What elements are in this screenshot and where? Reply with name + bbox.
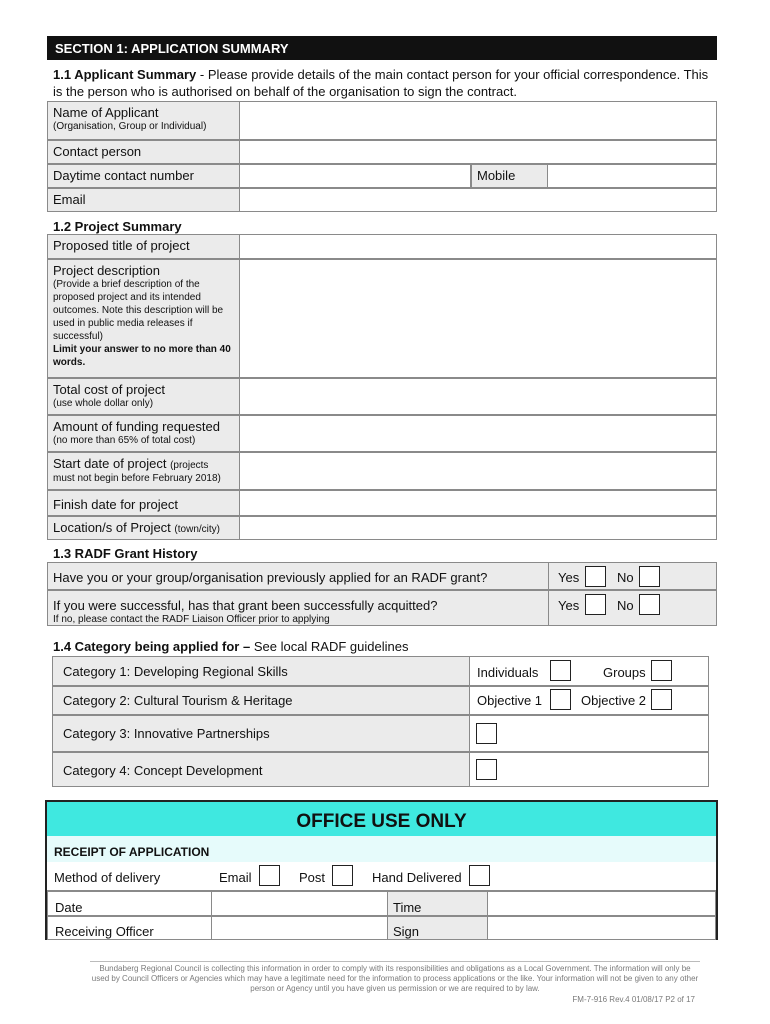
contact-input[interactable] bbox=[239, 140, 717, 164]
project-title-input[interactable] bbox=[239, 234, 717, 259]
delivery-row bbox=[47, 862, 716, 891]
finish-label: Finish date for project bbox=[47, 490, 240, 516]
groups-label: Groups bbox=[603, 665, 646, 680]
mobile-input[interactable] bbox=[547, 164, 717, 188]
delivery-post-label: Post bbox=[299, 870, 326, 885]
office-use-title: OFFICE USE ONLY bbox=[47, 802, 716, 836]
finish-input[interactable] bbox=[239, 490, 717, 516]
applicant-intro-text: - Please provide details of the main contact person for your official correspondence. This is the person who is authorised on behalf of the organisation to sign the contract. bbox=[53, 67, 709, 99]
q1-no-checkbox[interactable] bbox=[639, 566, 660, 587]
delivery-hand-checkbox[interactable] bbox=[469, 865, 490, 886]
category-4-checkbox[interactable] bbox=[476, 759, 497, 780]
name-sublabel: (Organisation, Group or Individual) bbox=[53, 121, 207, 132]
delivery-hand-label: Hand Delivered bbox=[372, 870, 462, 885]
receipt-heading: RECEIPT OF APPLICATION bbox=[47, 836, 716, 862]
project-title-label: Proposed title of project bbox=[47, 234, 240, 259]
objective-2-label: Objective 2 bbox=[581, 693, 647, 708]
funding-label: Amount of funding requested bbox=[53, 419, 220, 434]
officer-label: Receiving Officer bbox=[47, 916, 212, 940]
location-label: Location/s of Project bbox=[53, 520, 171, 535]
start-label: Start date of project bbox=[53, 456, 167, 471]
section-title: SECTION 1: APPLICATION SUMMARY bbox=[47, 36, 717, 60]
category-4-label: Category 4: Concept Development bbox=[52, 752, 470, 787]
history-q1-answer-cell bbox=[548, 562, 717, 590]
project-desc-note: (Provide a brief description of the proposed project and its intended outcomes. Note this description will be used in public media releases if successful) bbox=[53, 279, 224, 342]
form-id: FM-7-916 Rev.4 01/08/17 P2 of 17 bbox=[572, 995, 695, 1004]
history-heading: 1.3 RADF Grant History bbox=[53, 546, 198, 561]
footer-disclaimer: Bundaberg Regional Council is collecting this information in order to comply with its responsibilities and obligations as a Local Government. The information will only be used by Council Officers or Agencies which may have a legitimate need for the information to process applications or the like. Your information will not be given to any other person or Agency until you have given us permission or we are required to by law. bbox=[91, 964, 699, 993]
name-label: Name of Applicant bbox=[53, 105, 159, 120]
individuals-checkbox[interactable] bbox=[550, 660, 571, 681]
groups-checkbox[interactable] bbox=[651, 660, 672, 681]
project-desc-input[interactable] bbox=[239, 259, 717, 378]
individuals-label: Individuals bbox=[477, 665, 539, 680]
objective-1-label: Objective 1 bbox=[477, 693, 543, 708]
name-input[interactable] bbox=[239, 101, 717, 140]
history-q1: Have you or your group/organisation previously applied for an RADF grant? bbox=[47, 562, 549, 590]
category-heading-row bbox=[53, 639, 408, 654]
date-input[interactable] bbox=[211, 891, 388, 916]
q2-yes-label: Yes bbox=[558, 598, 580, 613]
objective-1-checkbox[interactable] bbox=[550, 689, 571, 710]
q2-yes-checkbox[interactable] bbox=[585, 594, 606, 615]
project-desc-label-cell bbox=[47, 259, 240, 378]
funding-label-cell bbox=[47, 415, 240, 452]
funding-input[interactable] bbox=[239, 415, 717, 452]
sign-label: Sign bbox=[387, 916, 488, 940]
q1-yes-checkbox[interactable] bbox=[585, 566, 606, 587]
history-q2: If you were successful, has that grant been successfully acquitted? bbox=[53, 598, 438, 613]
q2-no-checkbox[interactable] bbox=[639, 594, 660, 615]
applicant-heading: 1.1 Applicant Summary bbox=[53, 67, 197, 82]
q2-no-label: No bbox=[617, 598, 634, 613]
category-heading: 1.4 Category being applied for – bbox=[53, 639, 251, 654]
start-note-b: must not begin before February 2018) bbox=[53, 473, 221, 484]
contact-label: Contact person bbox=[47, 140, 240, 164]
cost-label: Total cost of project bbox=[53, 382, 165, 397]
category-3-options bbox=[469, 715, 709, 752]
funding-note: (no more than 65% of total cost) bbox=[53, 435, 196, 446]
footer-divider bbox=[90, 961, 700, 962]
q1-no-label: No bbox=[617, 570, 634, 585]
delivery-post-checkbox[interactable] bbox=[332, 865, 353, 886]
location-label-cell bbox=[47, 516, 240, 540]
history-q2-answer-cell bbox=[548, 590, 717, 626]
project-desc-label: Project description bbox=[53, 263, 160, 278]
q1-yes-label: Yes bbox=[558, 570, 580, 585]
time-label: Time bbox=[387, 891, 488, 916]
phone-label: Daytime contact number bbox=[47, 164, 240, 188]
phone-input[interactable] bbox=[239, 164, 471, 188]
category-3-label: Category 3: Innovative Partnerships bbox=[52, 715, 470, 752]
sign-input[interactable] bbox=[487, 916, 716, 940]
location-input[interactable] bbox=[239, 516, 717, 540]
project-heading: 1.2 Project Summary bbox=[53, 219, 182, 234]
history-q2-note: If no, please contact the RADF Liaison Officer prior to applying bbox=[53, 614, 330, 625]
start-input[interactable] bbox=[239, 452, 717, 490]
delivery-email-checkbox[interactable] bbox=[259, 865, 280, 886]
project-desc-limit: Limit your answer to no more than 40 words. bbox=[53, 344, 231, 368]
category-2-options bbox=[469, 686, 709, 715]
name-label-cell bbox=[47, 101, 240, 140]
email-label: Email bbox=[47, 188, 240, 212]
time-input[interactable] bbox=[487, 891, 716, 916]
category-2-label: Category 2: Cultural Tourism & Heritage bbox=[52, 686, 470, 715]
email-input[interactable] bbox=[239, 188, 717, 212]
mobile-label: Mobile bbox=[471, 164, 548, 188]
date-label: Date bbox=[47, 891, 212, 916]
cost-label-cell bbox=[47, 378, 240, 415]
cost-note: (use whole dollar only) bbox=[53, 398, 154, 409]
officer-input[interactable] bbox=[211, 916, 388, 940]
applicant-intro bbox=[53, 66, 713, 100]
category-4-options bbox=[469, 752, 709, 787]
method-label: Method of delivery bbox=[54, 870, 161, 885]
start-label-cell bbox=[47, 452, 240, 490]
location-note: (town/city) bbox=[174, 524, 220, 535]
history-q2-cell bbox=[47, 590, 549, 626]
category-3-checkbox[interactable] bbox=[476, 723, 497, 744]
category-1-options bbox=[469, 656, 709, 686]
objective-2-checkbox[interactable] bbox=[651, 689, 672, 710]
cost-input[interactable] bbox=[239, 378, 717, 415]
start-note-a: (projects bbox=[170, 460, 209, 471]
category-1-label: Category 1: Developing Regional Skills bbox=[52, 656, 470, 686]
delivery-email-label: Email bbox=[219, 870, 252, 885]
category-heading-tail: See local RADF guidelines bbox=[250, 639, 409, 654]
